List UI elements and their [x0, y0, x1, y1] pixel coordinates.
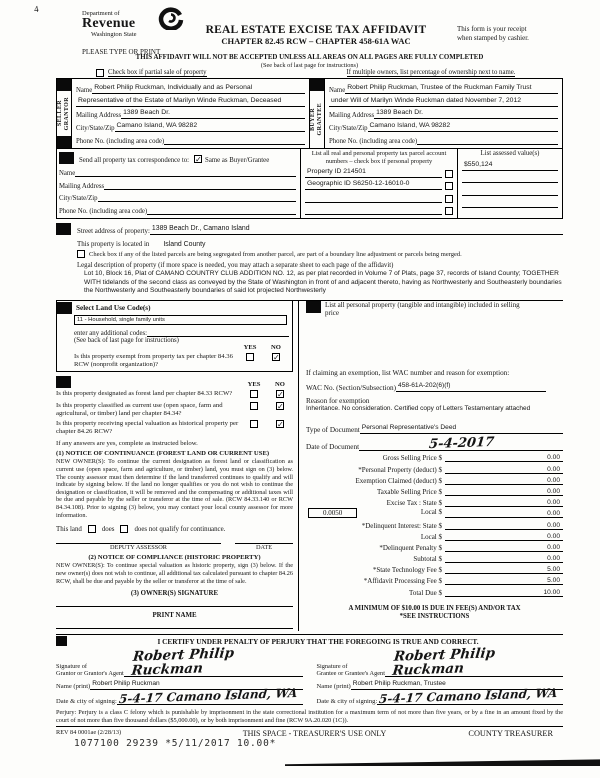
grantor-date-city-label: Date & city of signing: — [56, 697, 117, 705]
partial-sale-checkbox[interactable] — [96, 69, 104, 77]
fee-label-excise-state: Excise Tax : State $ — [386, 499, 442, 508]
owners-signature-label: (3) OWNER(S) SIGNATURE — [130, 590, 219, 598]
date-of-document-handwritten: 5-4-2017 — [427, 435, 495, 453]
dor-logo-dept: Department of — [82, 10, 120, 17]
fee-value-total-due[interactable]: 10.00 — [445, 589, 563, 597]
certify-section — [56, 634, 563, 705]
personal-property-line1: List all personal property (tangible and intangible) included in selling — [325, 301, 520, 310]
fee-label-gross: Gross Selling Price $ — [382, 454, 442, 463]
section-tab-certify — [56, 636, 67, 646]
grantor-sig-label-line2: Grantor or Grantor's Agent — [56, 669, 124, 677]
seller-block — [57, 79, 310, 148]
assessed-value-field-2[interactable] — [462, 174, 558, 183]
personal-property-blank-area[interactable] — [306, 317, 563, 369]
q-forest-yes-checkbox[interactable] — [250, 390, 258, 398]
fee-label-delinq-interest-local: Local $ — [420, 532, 442, 541]
parcel-id-field-2[interactable]: Geographic ID S6250-12-16010-0 — [305, 179, 442, 190]
fee-label-processing-fee: *Affidavit Processing Fee $ — [363, 577, 442, 586]
deputy-date-label: DATE — [255, 544, 273, 552]
fee-label-local: Local $ — [420, 508, 442, 517]
q-historic-yes-checkbox[interactable] — [250, 420, 258, 428]
seller-buyer-band — [56, 78, 563, 149]
section-tab-seller-bottom — [57, 136, 71, 148]
form-header — [33, 3, 563, 69]
date-of-document-label: Date of Document — [306, 443, 360, 452]
fee-label-delinq-penalty: *Delinquent Penalty $ — [379, 543, 442, 552]
grantee-signature-block — [316, 645, 564, 706]
seller-name-field-2[interactable]: Representative of the Estate of Marilyn Winde Ruckman, Deceased — [76, 96, 305, 107]
fee-value-exemption[interactable]: 0.00 — [445, 477, 563, 485]
type-of-document-label: Type of Document — [306, 426, 360, 435]
q-current-use-text: Is this property classified as current use (open space, farm and agricultural, or timber) land per chapter 84.34? — [56, 402, 223, 418]
segregated-checkbox[interactable] — [77, 250, 85, 258]
q-exempt-yes-checkbox[interactable] — [246, 353, 254, 361]
grantor-sig-label-line1: Signature of — [56, 662, 87, 670]
seller-side-tab — [57, 79, 72, 148]
wac-number-label: WAC No. (Section/Subsection) — [306, 384, 397, 393]
grantor-date-city-handwritten: 5-4-17 Camano Island, WA — [118, 685, 298, 706]
section-tab-correspondence — [59, 152, 74, 164]
seller-city-label: City/State/Zip — [76, 125, 115, 133]
fee-value-local[interactable]: 0.00 — [445, 510, 563, 518]
fee-value-excise-state[interactable]: 0.00 — [445, 499, 563, 507]
parcel-header-line2: numbers – check box if personal property — [325, 157, 433, 165]
grantee-sig-label-line1: Signature of — [316, 662, 348, 670]
buyer-name-field-2[interactable]: under Will of Marilyn Winde Ruckman dated November 7, 2012 — [329, 96, 558, 107]
buyer-city-label: City/State/Zip — [329, 125, 368, 133]
county-treasurer-label: COUNTY TREASURER — [468, 729, 553, 738]
multiple-owners-note: If multiple owners, list percentage of ownership next to name. — [346, 69, 516, 76]
deputy-assessor-label: DEPUTY ASSESSOR — [110, 544, 167, 552]
grantee-name-print-field[interactable]: Robert Philip Ruckman, Trustee — [351, 679, 563, 690]
q-forest-no-checkbox[interactable]: ✓ — [277, 390, 284, 400]
corr-phone-label: Phone No. (including area code) — [59, 208, 148, 216]
cashier-receipt-stamp: 1077100 29239 *5/11/2017 10.00* — [74, 738, 277, 749]
form-revision-number: REV 84 0001ae (2/28/13) — [56, 729, 122, 736]
corr-mailing-field[interactable] — [104, 181, 296, 190]
assessed-value-field-4[interactable] — [462, 199, 558, 208]
yes-header: YES — [243, 344, 257, 352]
land-use-see-back: (See back of last page for instructions) — [74, 337, 179, 345]
same-as-buyer-checkbox[interactable]: ✓ — [195, 154, 202, 164]
date-of-document-field[interactable] — [359, 437, 563, 451]
receipt-note — [457, 25, 557, 43]
reason-exemption-value: Inheritance. No consideration. Certified copy of Letters Testamentary attached — [306, 405, 531, 413]
please-type-or-print: PLEASE TYPE OR PRINT — [82, 48, 161, 56]
land-use-code-field[interactable]: 11 - Household, single family units — [74, 315, 287, 325]
buyer-side-tab — [310, 79, 325, 148]
grantee-date-city-handwritten: 5-4-17 Camano Island, WA — [378, 685, 559, 706]
body-columns — [56, 300, 563, 631]
seller-side-label-2: GRANTOR — [64, 96, 70, 131]
grantee-signature-field[interactable] — [385, 645, 563, 679]
fee-value-tech-fee[interactable]: 5.00 — [445, 566, 563, 574]
grantee-date-city-field[interactable] — [377, 685, 563, 706]
form-title: REAL ESTATE EXCISE TAX AFFIDAVIT — [205, 24, 427, 36]
correspondence-block — [57, 149, 300, 218]
segregated-label: Check box if any of the listed parcels are being segregated from another parcel, are part of a boundary line adjustment or parcels being merged. — [89, 250, 462, 258]
grantor-signature-handwritten: Robert Philip Ruckman — [130, 645, 235, 679]
notice2-text: NEW OWNER(S): To continue special valuation as historic property, sign (3) below. If the new owner(s) does not wish to continue, all additional tax calculated pursuant to chapter 84.26 RCW, shall be due and payable by the seller or transferor at the time of sale. — [56, 562, 293, 585]
parcel-personal-checkbox-4[interactable] — [445, 207, 453, 215]
this-land-label: This land — [56, 525, 82, 533]
owners-signature-line[interactable] — [56, 606, 293, 607]
buyer-side-label-1: BUYER — [310, 107, 317, 131]
additional-codes-label: enter any additional codes: — [74, 330, 148, 338]
fee-value-subtotal[interactable]: 0.00 — [445, 555, 563, 563]
wac-number-field[interactable]: 458-61A-202(6)(f) — [396, 381, 546, 392]
q-exempt-text: Is this property exempt from property tax per chapter 84.36 RCW (nonprofit organization)? — [74, 353, 233, 369]
corr-name-label: Name — [59, 169, 76, 177]
parcel-numbers-block — [300, 149, 458, 218]
pre-box-row — [96, 69, 563, 77]
parcel-personal-checkbox-3[interactable] — [445, 195, 453, 203]
street-section — [56, 222, 563, 295]
buyer-mailing-label: Mailing Address — [329, 112, 375, 120]
fee-label-exemption: Exemption Claimed (deduct) $ — [355, 476, 442, 485]
located-in-label: This property is located in — [77, 241, 150, 249]
section-tab-seller — [57, 79, 71, 91]
grantor-signature-block — [56, 645, 303, 706]
q-yes-header: YES — [247, 381, 261, 389]
legal-description-label: Legal description of property (if more space is needed, you may attach a separate sheet to each page of the affidavit) — [77, 262, 394, 270]
section-tab-land-use — [57, 302, 72, 314]
street-address-field[interactable]: 1389 Beach Dr., Camano Island — [150, 224, 563, 235]
fee-value-delinq-interest-local[interactable]: 0.00 — [445, 533, 563, 541]
parcel-header-line1: List all real and personal property tax parcel account — [311, 149, 447, 157]
fee-label-tech-fee: *State Technology Fee $ — [372, 566, 442, 575]
q-forest-text: Is this property designated as forest land per chapter 84.33 RCW? — [56, 390, 233, 398]
assessed-header: List assessed value(s) — [480, 149, 540, 157]
correspondence-band — [56, 149, 563, 219]
grantee-date-city-label: Date & city of signing: — [316, 697, 378, 705]
section-tab-personal-property — [306, 301, 321, 313]
fee-value-personal[interactable]: 0.00 — [445, 466, 563, 474]
fee-value-gross[interactable]: 0.00 — [445, 454, 563, 462]
section-tab-questions — [56, 376, 71, 388]
legal-description-text: Lot 10, Block 16, Plat of CAMANO COUNTRY CLUB ADDITION NO. 12, as per plat recorded in Volume 7 of Plats, page 37, records of Island County; TOGETHER WITH tidelands of the second class as conveyed by the State of Washington in front of and adjacent thereto, having as Northwesterly and Southeasterly boundaries the Northwesterly and Southeasterly boundaries of said lot projected Northwesterly — [84, 270, 562, 294]
minimum-due-note-line2: *SEE INSTRUCTIONS — [399, 613, 470, 621]
land-use-box — [56, 301, 293, 372]
right-column — [299, 301, 563, 631]
fee-label-subtotal: Subtotal $ — [413, 555, 442, 564]
assessed-values-block — [458, 149, 562, 218]
does-not-label: does not qualify for continuance. — [134, 525, 226, 533]
buyer-mailing-field[interactable]: 1389 Beach Dr. — [374, 108, 558, 119]
street-address-label: Street address of property: — [77, 228, 150, 236]
q-current-yes-checkbox[interactable] — [250, 402, 258, 410]
parcel-id-field-3[interactable] — [305, 194, 442, 203]
title-block — [176, 24, 456, 46]
if-yes-note: If any answers are yes, complete as instructed below. — [56, 440, 198, 448]
claim-exemption-label: If claiming an exemption, list WAC number and reason for exemption: — [306, 369, 510, 378]
send-correspondence-label: Send all property tax correspondence to: — [79, 156, 190, 164]
personal-property-line2: price — [325, 309, 339, 318]
q-historic-no-checkbox[interactable]: ✓ — [277, 420, 284, 430]
parcel-personal-checkbox-1[interactable] — [445, 170, 453, 178]
land-use-header: Select Land Use Code(s) — [76, 304, 151, 313]
reason-exemption-label: Reason for exemption — [306, 397, 370, 406]
print-name-line[interactable] — [56, 628, 293, 629]
parcel-id-field-4[interactable] — [305, 206, 442, 215]
dor-logo — [82, 10, 137, 39]
assessed-value-field-1[interactable]: $550,124 — [462, 160, 558, 171]
see-back-note: (See back of last page for instructions) — [260, 62, 359, 69]
certify-statement: I CERTIFY UNDER PENALTY OF PERJURY THAT THE FOREGOING IS TRUE AND CORRECT. — [157, 636, 479, 646]
parcel-id-field-1[interactable]: Property ID 214501 — [305, 167, 442, 178]
does-label: does — [101, 525, 115, 533]
minimum-due-note-line1: A MINIMUM OF $10.00 IS DUE IN FEE(S) AND/OR TAX — [348, 604, 521, 612]
buyer-name-label: Name — [329, 86, 346, 94]
seller-mailing-field[interactable]: 1389 Beach Dr. — [121, 108, 305, 119]
parcel-personal-checkbox-2[interactable] — [445, 182, 453, 190]
q-current-no-checkbox[interactable]: ✓ — [277, 402, 284, 412]
located-in-value: Island County — [163, 241, 206, 249]
form-chapter: CHAPTER 82.45 RCW – CHAPTER 458-61A WAC — [221, 36, 411, 46]
receipt-note-line2: when stamped by cashier. — [457, 33, 529, 42]
seller-city-field[interactable]: Camano Island, WA 98282 — [115, 121, 305, 132]
fee-value-delinq-penalty[interactable]: 0.00 — [445, 544, 563, 552]
treasurer-space-label: THIS SPACE - TREASURER'S USE ONLY — [242, 729, 387, 738]
no-header: NO — [271, 344, 281, 352]
assessed-value-field-3[interactable] — [462, 187, 558, 196]
notice1-text: NEW OWNER(S): To continue the current designation as forest land or classification as current use (open space, farm and agriculture, or timber) land, you must sign on (3) below. The county assessor must then determine if the land transferred continues to qualify and will indicate by signing below. If the land no longer qualifies or you do not wish to continue the designation or classification, it will be removed and the compensating or additional taxes will be due and payable by the seller or transferor at the time of sale. (RCW 84.33.140 or RCW 84.34.108). Prior to signing (3) below, you may contact your local county assessor for more information. — [56, 458, 293, 519]
fee-value-delinq-interest-state[interactable]: 0.00 — [445, 522, 563, 530]
buyer-block — [310, 79, 562, 148]
corr-city-field[interactable] — [98, 193, 296, 202]
corner-page-mark: 4 — [33, 3, 40, 15]
scan-artifact-streak — [285, 759, 600, 766]
fee-value-processing-fee[interactable]: 5.00 — [445, 577, 563, 585]
section-tab-street — [56, 223, 71, 235]
buyer-name-field[interactable]: Robert Philip Ruckman, Trustee of the Ruckman Family Trust — [345, 83, 558, 94]
does-not-checkbox[interactable] — [120, 525, 128, 533]
additional-codes-field[interactable] — [147, 328, 289, 337]
corr-mailing-label: Mailing Address — [59, 182, 105, 190]
affidavit-form — [33, 3, 563, 738]
local-rate-box[interactable]: 0.0050 — [308, 508, 357, 518]
does-checkbox[interactable] — [88, 525, 96, 533]
grantee-sig-label-line2: Grantee or Grantee's Agent — [316, 669, 385, 677]
receipt-note-line1: This form is your receipt — [457, 25, 527, 33]
seller-name-field[interactable]: Robert Philip Ruckman, Individually and as Personal — [92, 83, 305, 94]
q-historic-text: Is this property receiving special valuation as historical property per chapter 84.26 RCW? — [56, 420, 239, 436]
notice2-title: (2) NOTICE OF COMPLIANCE (HISTORIC PROPERTY) — [88, 554, 261, 562]
grantor-name-print-label: Name (print) — [56, 682, 91, 690]
corr-city-label: City/State/Zip — [59, 195, 98, 203]
seller-phone-label: Phone No. (including area code) — [76, 137, 165, 145]
buyer-phone-label: Phone No. (including area code) — [329, 137, 418, 145]
acceptance-warning: THIS AFFIDAVIT WILL NOT BE ACCEPTED UNLESS ALL AREAS ON ALL PAGES ARE FULLY COMPLETED — [135, 54, 484, 61]
grantee-signature-handwritten: Robert Philip Ruckman — [391, 645, 496, 679]
partial-sale-label: Check box if partial sale of property — [108, 69, 207, 76]
fee-label-total-due: Total Due $ — [409, 588, 442, 597]
print-name-label: PRINT NAME — [152, 612, 197, 620]
footer-row — [56, 729, 563, 738]
same-as-buyer-label: Same as Buyer/Grantee — [205, 156, 270, 164]
q-exempt-no-checkbox[interactable]: ✓ — [273, 353, 280, 363]
fee-value-taxable[interactable]: 0.00 — [445, 488, 563, 496]
fee-label-personal: *Personal Property (deduct) $ — [358, 465, 442, 474]
corr-phone-field[interactable] — [147, 206, 296, 215]
grantee-name-print-label: Name (print) — [316, 682, 351, 690]
perjury-notice: Perjury: Perjury is a class C felony which is punishable by imprisonment in the state correctional institution for a maximum term of not more than five years, or by a fine in an amount fixed by the court of not more than five thousand dollars ($5,000.00), or by both imprisonment and fine (RCW 9A.20.020 (1C)). — [56, 709, 563, 727]
seller-phone-field[interactable] — [164, 136, 305, 145]
buyer-city-field[interactable]: Camano Island, WA 98282 — [368, 121, 558, 132]
grantor-name-print-field[interactable]: Robert Philip Ruckman — [90, 679, 302, 690]
grantor-date-city-field[interactable] — [117, 685, 303, 706]
buyer-phone-field[interactable] — [417, 136, 558, 145]
seller-mailing-label: Mailing Address — [76, 112, 122, 120]
dor-logo-revenue: Revenue — [82, 16, 136, 32]
fee-label-taxable: Taxable Selling Price $ — [376, 487, 442, 496]
seller-name-label: Name — [76, 86, 93, 94]
corr-name-field[interactable] — [75, 168, 296, 177]
fee-label-delinq-interest-state: *Delinquent Interest: State $ — [361, 521, 442, 530]
type-of-document-field[interactable]: Personal Representative's Deed — [360, 423, 563, 434]
notice1-title: (1) NOTICE OF CONTINUANCE (FOREST LAND OR CURRENT USE) — [56, 450, 270, 458]
grantor-signature-field[interactable] — [124, 645, 303, 679]
buyer-side-label-2: GRANTEE — [317, 103, 323, 136]
q-no-header: NO — [275, 381, 285, 389]
left-column — [56, 301, 299, 631]
seller-side-label-1: SELLER — [57, 100, 64, 127]
section-tab-buyer — [310, 79, 324, 91]
dor-logo-state: Washington State — [91, 31, 137, 39]
